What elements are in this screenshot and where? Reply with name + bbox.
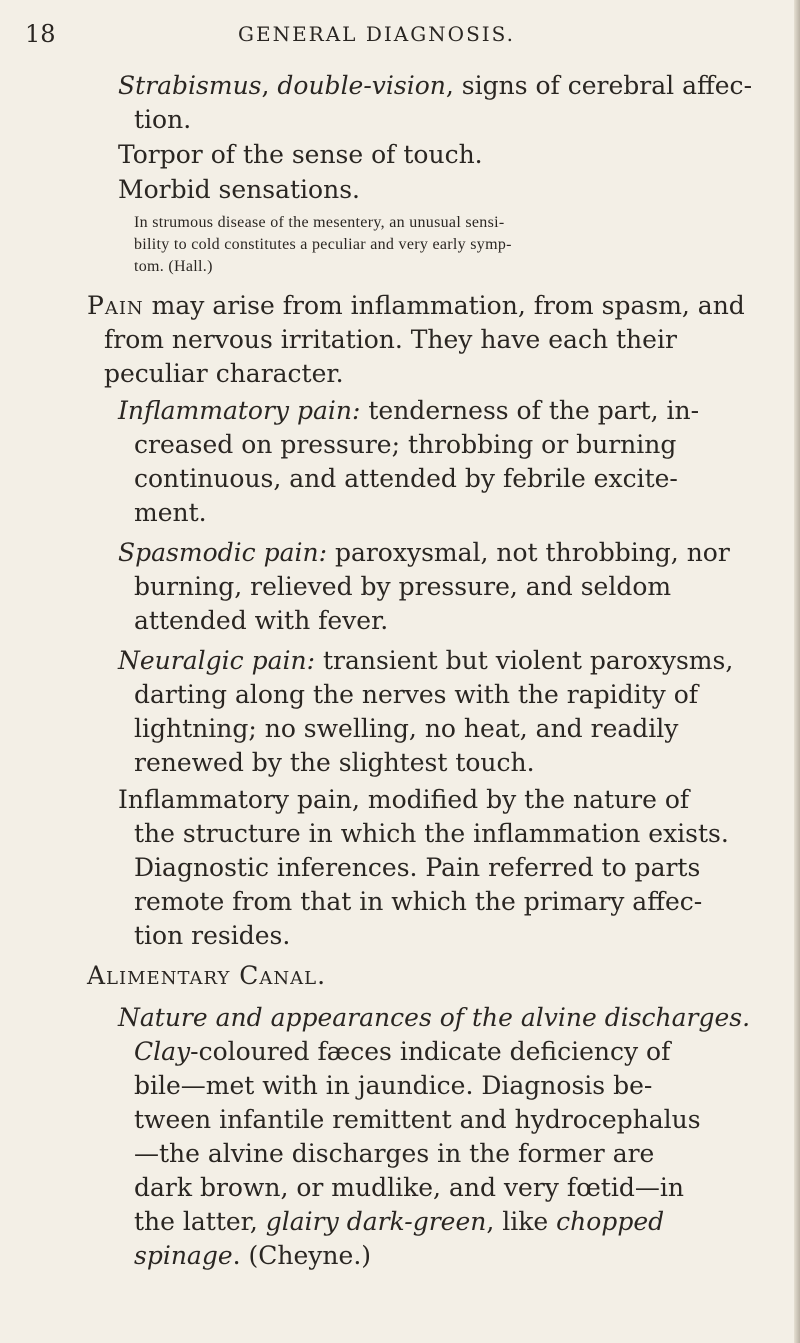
text-line: the latter, glairy dark-green, like chopped	[134, 1207, 665, 1236]
running-title: GENERAL DIAGNOSIS.	[238, 22, 516, 46]
text-line: from nervous irritation. They have each their	[104, 325, 677, 354]
text-line: peculiar character.	[104, 359, 344, 388]
text-line: tween infantile remittent and hydrocephalus	[134, 1105, 701, 1134]
text-line: Inflammatory pain, modified by the nature of	[118, 785, 690, 814]
text-line: Neuralgic pain: transient but violent paroxysms,	[118, 646, 734, 675]
footnote-line: In strumous disease of the mesentery, an unusual sensi-	[134, 214, 505, 231]
text-line: lightning; no swelling, no heat, and readily	[134, 714, 679, 743]
page-number: 18	[25, 20, 56, 48]
text-line: the structure in which the inflammation exists.	[134, 819, 729, 848]
text-line: Strabismus, double-vision, signs of cerebral affec-	[118, 71, 753, 100]
text-line: Inflammatory pain: tenderness of the part, in-	[118, 396, 700, 425]
text-line: renewed by the slightest touch.	[134, 748, 535, 777]
text-line: spinage. (Cheyne.)	[134, 1241, 372, 1270]
section-heading-pain: Pain may arise from inflammation, from spasm, and	[87, 291, 745, 320]
footnote-line: tom. (Hall.)	[134, 258, 213, 275]
text-line: creased on pressure; throbbing or burning	[134, 430, 677, 459]
text-line: attended with fever.	[134, 606, 389, 635]
text-line: tion resides.	[134, 921, 291, 950]
section-heading-alimentary-canal: Alimentary Canal.	[87, 961, 327, 990]
text-line: darting along the nerves with the rapidity of	[134, 680, 699, 709]
footnote-line: bility to cold constitutes a peculiar and very early symp-	[134, 236, 512, 253]
page-edge-shadow	[794, 0, 800, 1343]
text-line: Diagnostic inferences. Pain referred to parts	[134, 853, 701, 882]
text-line: Nature and appearances of the alvine discharges.	[118, 1003, 751, 1032]
text-line: remote from that in which the primary affec-	[134, 887, 703, 916]
running-head	[0, 20, 800, 60]
text-line: continuous, and attended by febrile excite-	[134, 464, 678, 493]
text-line: ment.	[134, 498, 207, 527]
text-line: Torpor of the sense of touch.	[118, 140, 483, 169]
text-line: —the alvine discharges in the former are	[134, 1139, 655, 1168]
text-line: Spasmodic pain: paroxysmal, not throbbing, nor	[118, 538, 730, 567]
text-line: Morbid sensations.	[118, 175, 360, 204]
text-line: bile—met with in jaundice. Diagnosis be-	[134, 1071, 653, 1100]
text-line: burning, relieved by pressure, and seldom	[134, 572, 672, 601]
text-line: Clay-coloured fæces indicate deficiency of	[134, 1037, 671, 1066]
text-line: dark brown, or mudlike, and very fœtid—in	[134, 1173, 684, 1202]
text-line: tion.	[134, 105, 192, 134]
